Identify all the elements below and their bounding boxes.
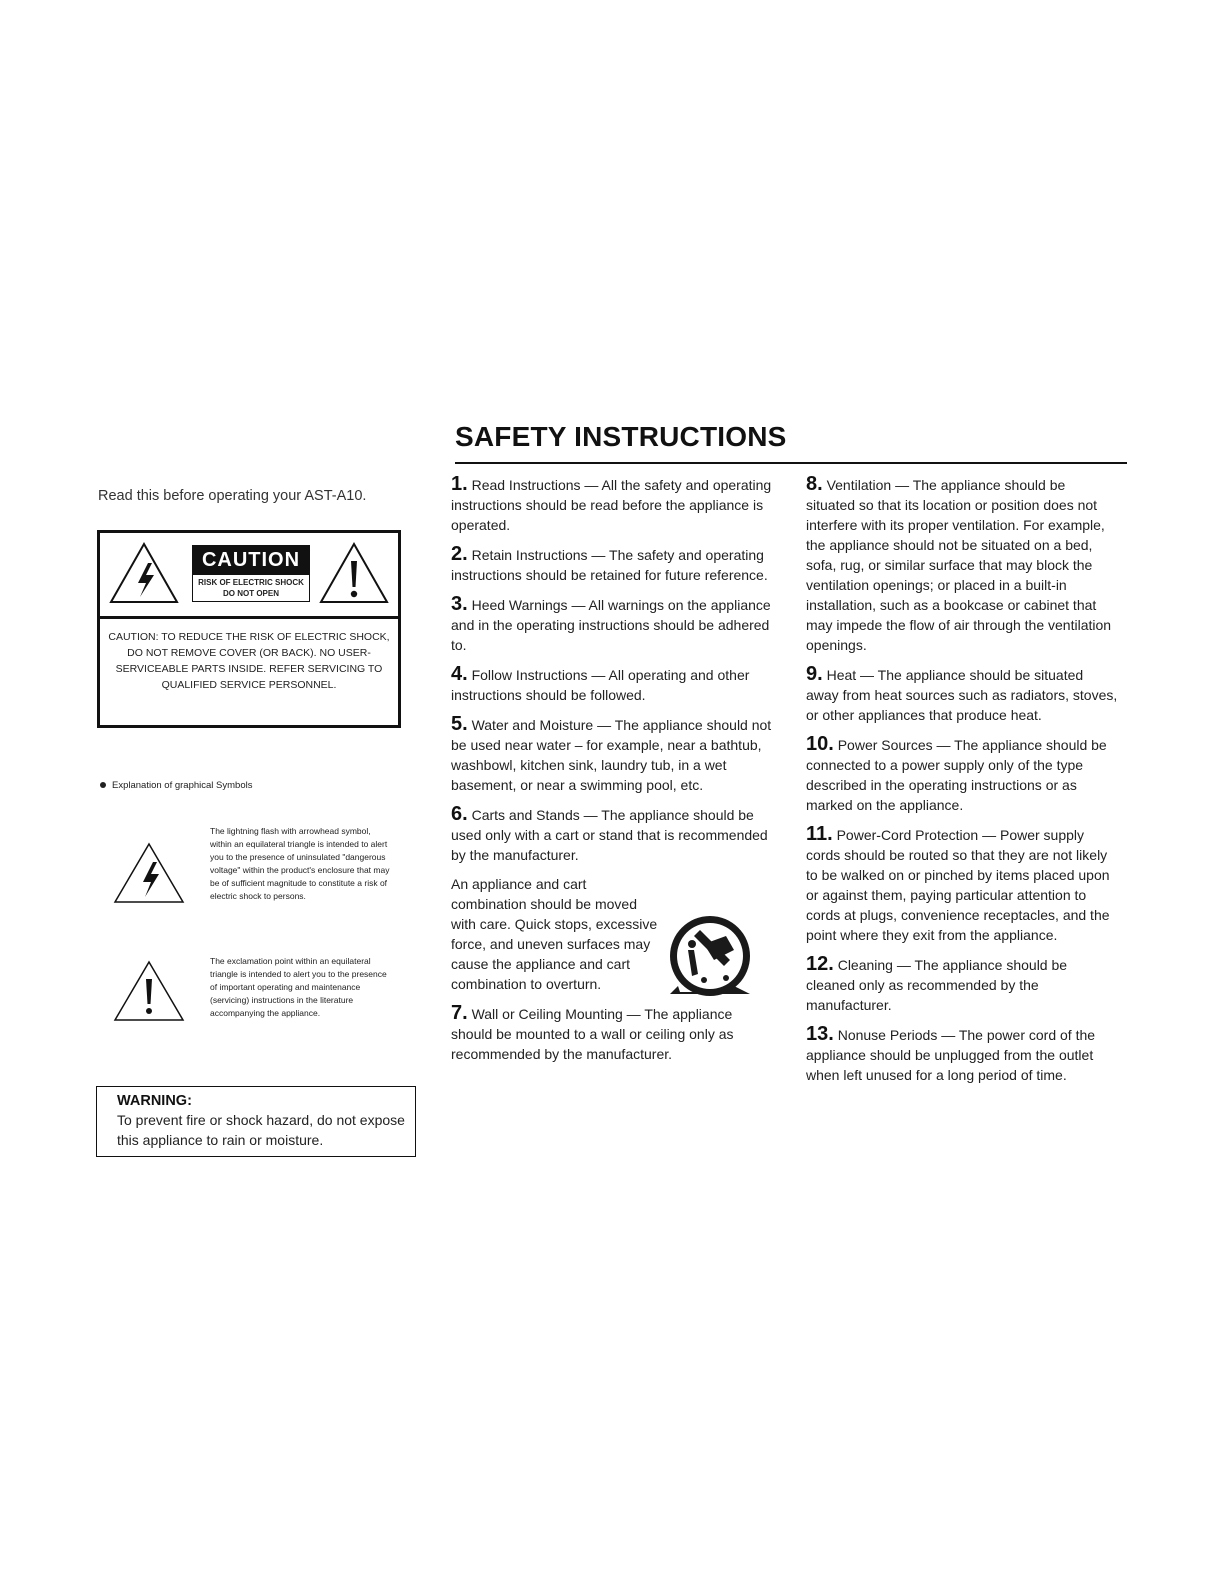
- item-number: 5.: [451, 713, 468, 735]
- instruction-item: [451, 1003, 773, 1064]
- instruction-item: [451, 544, 773, 585]
- exclamation-triangle-icon: [113, 960, 185, 1022]
- item-number: 10.: [806, 733, 834, 755]
- item-text: Retain Instructions — The safety and operating instructions should be retained for future reference.: [451, 547, 768, 583]
- warning-box: [96, 1086, 416, 1157]
- caution-label-header: [100, 533, 398, 619]
- item-number: 6.: [451, 803, 468, 825]
- caution-center: [192, 545, 312, 603]
- instruction-item: [806, 1024, 1118, 1085]
- item-number: 4.: [451, 663, 468, 685]
- symbols-heading-text: Explanation of graphical Symbols: [112, 780, 253, 791]
- item-text: Cleaning — The appliance should be cleaned only as recommended by the manufacturer.: [806, 957, 1068, 1013]
- item-number: 7.: [451, 1002, 468, 1024]
- instruction-item: [451, 474, 773, 535]
- item-text: Wall or Ceiling Mounting — The appliance should be mounted to a wall or ceiling only as recommended by the manufacturer.: [451, 1006, 734, 1062]
- cart-tipover-warning-icon: [664, 914, 756, 1002]
- item-text: Water and Moisture — The appliance should not be used near water – for example, near a bathtub, washbowl, kitchen sink, laundry tub, in a wet basement, or near a swimming pool, etc.: [451, 717, 772, 793]
- item-text: Power Sources — The appliance should be connected to a power supply only of the type described in the operating instructions or as marked on the appliance.: [806, 737, 1107, 813]
- page-title: SAFETY INSTRUCTIONS: [455, 420, 1127, 464]
- caution-banner: CAUTION: [192, 545, 310, 575]
- item-number: 12.: [806, 953, 834, 975]
- instruction-item: [451, 804, 773, 865]
- caution-sub-line2: DO NOT OPEN: [222, 589, 279, 598]
- instruction-item: [806, 954, 1118, 1015]
- instruction-item: [806, 734, 1118, 815]
- cart-note: An appliance and cart combination should be moved with care. Quick stops, excessive force, and uneven surfaces may cause the appliance and cart combination to overturn.: [451, 876, 658, 992]
- item-number: 13.: [806, 1023, 834, 1045]
- instruction-item: [806, 664, 1118, 725]
- intro-text: Read this before operating your AST-A10.: [98, 488, 367, 504]
- item-text: Nonuse Periods — The power cord of the appliance should be unplugged from the outlet when left unused for a long period of time.: [806, 1027, 1096, 1083]
- item-number: 3.: [451, 593, 468, 615]
- item-number: 9.: [806, 663, 823, 685]
- instruction-item: [451, 594, 773, 655]
- item-text: Power-Cord Protection — Power supply cords should be routed so that they are not likely to be walked on or pinched by items placed upon or against them, paying particular attention to cords at plugs, convenience receptacles, and the point where they exit from the appliance.: [806, 827, 1110, 943]
- instruction-item: [451, 664, 773, 705]
- item-text: Heed Warnings — All warnings on the appliance and in the operating instructions should be adhered to.: [451, 597, 771, 653]
- item-text: Read Instructions — All the safety and operating instructions should be read before the appliance is operated.: [451, 477, 772, 533]
- lightning-triangle-icon: [113, 842, 185, 904]
- item-text: Ventilation — The appliance should be situated so that its location or position does not interfere with its proper ventilation. For example, the appliance should not be situated on a bed, sofa, rug, or similar surface that may block the ventilation openings; or placed in a built-in installation, such as a bookcase or cabinet that may impede the flow of air through the ventilation openings.: [806, 477, 1112, 653]
- item-number: 11.: [806, 823, 833, 845]
- lightning-symbol-description: The lightning flash with arrowhead symbol, within an equilateral triangle is intended to alert you to the presence of uninsulated "dangerous voltage" within the product's enclosure that may be of sufficient magnitude to constitute a risk of electric shock to persons.: [210, 826, 390, 901]
- item-text: Follow Instructions — All operating and other instructions should be followed.: [451, 667, 750, 703]
- item-number: 1.: [451, 473, 468, 495]
- instruction-item: [806, 824, 1118, 945]
- symbols-heading: [100, 780, 252, 791]
- caution-subtext: [192, 575, 310, 602]
- warning-title: WARNING:: [117, 1093, 192, 1109]
- instruction-item: [806, 474, 1118, 655]
- bullet-icon: [100, 782, 106, 788]
- item-number: 2.: [451, 543, 468, 565]
- caution-sub-line1: RISK OF ELECTRIC SHOCK: [198, 578, 304, 587]
- item-text: Heat — The appliance should be situated away from heat sources such as radiators, stoves, or other appliances that produce heat.: [806, 667, 1118, 723]
- exclamation-symbol-description: The exclamation point within an equilateral triangle is intended to alert you to the presence of important operating and maintenance (servicing) instructions in the literature accompanying the appliance.: [210, 956, 387, 1018]
- instructions-column-2: [806, 474, 1118, 1094]
- warning-body: To prevent fire or shock hazard, do not expose this appliance to rain or moisture.: [117, 1112, 405, 1148]
- lightning-triangle-icon: [108, 541, 180, 605]
- item-text: Carts and Stands — The appliance should be used only with a cart or stand that is recommended by the manufacturer.: [451, 807, 768, 863]
- exclamation-triangle-icon: [318, 541, 390, 605]
- item-number: 8.: [806, 473, 823, 495]
- caution-text: CAUTION: TO REDUCE THE RISK OF ELECTRIC SHOCK, DO NOT REMOVE COVER (OR BACK). NO USER-SERVICEABLE PARTS INSIDE. REFER SERVICING TO QUALIFIED SERVICE PERSONNEL.: [108, 631, 390, 691]
- caution-label: [97, 530, 401, 728]
- instruction-item: [451, 714, 773, 795]
